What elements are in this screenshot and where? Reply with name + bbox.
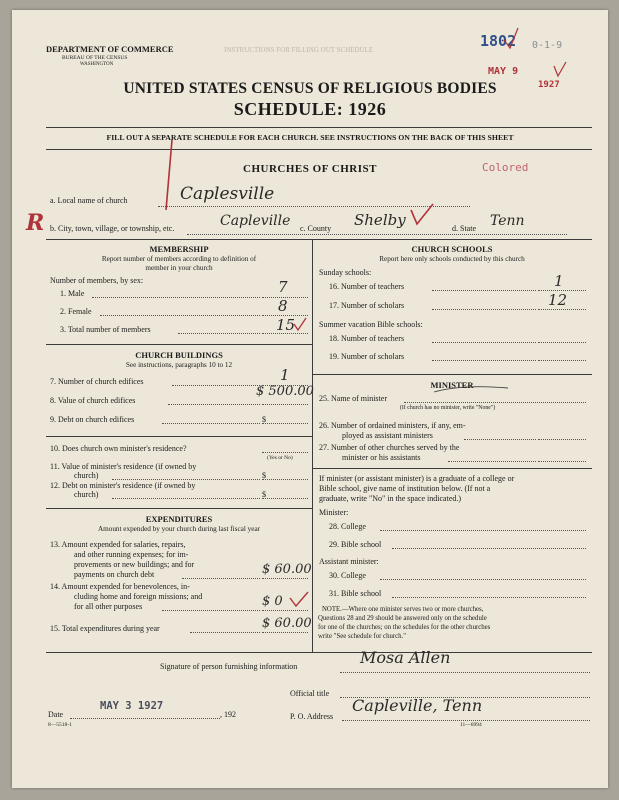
- leader-dots: [172, 385, 260, 386]
- answer-line: [380, 579, 586, 580]
- colored-stamp: Colored: [482, 161, 529, 174]
- one-minister-note: Questions 28 and 29 should be answered only on the schedule: [318, 615, 487, 622]
- red-check-marks: [502, 26, 602, 86]
- running-expenses-label-cont: and other running expenses; for im-: [74, 550, 189, 559]
- answer-line: [538, 309, 586, 310]
- red-check-total: [292, 316, 308, 332]
- date-year-suffix: , 192: [220, 710, 236, 719]
- city-label: b. City, town, village, or township, etc.: [50, 224, 175, 233]
- answer-line: [262, 452, 308, 453]
- schools-heading: CHURCH SCHOOLS: [411, 244, 493, 254]
- total-expenditures-label: 15. Total expenditures during year: [50, 624, 160, 633]
- leader-dots: [168, 404, 260, 405]
- local-name-value: Caplesville: [180, 184, 275, 204]
- date-received-stamp: MAY 3 1927: [100, 700, 164, 712]
- separate-schedule-instruction: FILL OUT A SEPARATE SCHEDULE FOR EACH CHURCH. SEE INSTRUCTIONS ON THE BACK OF THIS SHEET: [106, 133, 514, 142]
- answer-line: [538, 342, 586, 343]
- sunday-scholars-label: 17. Number of scholars: [329, 301, 405, 310]
- running-expenses-label: 13. Amount expended for salaries, repairs,: [50, 540, 186, 549]
- po-address-label: P. O. Address: [290, 712, 334, 721]
- sunday-schools-label: Sunday schools:: [319, 268, 372, 277]
- residence-value-label: 11. Value of minister's residence (if owned by: [50, 462, 197, 471]
- benevolences-label-cont: cluding home and foreign missions; and: [74, 592, 203, 601]
- rule: [46, 436, 312, 437]
- leader-dots: [112, 479, 260, 480]
- rule: [312, 374, 592, 375]
- leader-dots: [112, 498, 260, 499]
- female-label: 2. Female: [60, 307, 92, 316]
- county-value: Shelby: [354, 211, 406, 229]
- state-label: d. State: [452, 224, 476, 233]
- official-title-label: Official title: [290, 689, 330, 698]
- received-date-stamp: MAY 9: [488, 66, 519, 77]
- residence-value-label-cont: church): [74, 471, 99, 480]
- leader-dots: [92, 297, 260, 298]
- minister-pencil-mark: [432, 380, 512, 396]
- sunday-scholars-value: 12: [548, 291, 568, 309]
- leader-dots: [432, 309, 536, 310]
- one-minister-note: NOTE.—Where one minister serves two or more churches,: [322, 606, 484, 613]
- one-minister-note: for one of the churches; on the schedules for the other churches: [318, 624, 491, 631]
- edifices-count-label: 7. Number of church edifices: [50, 377, 144, 386]
- answer-line: [262, 578, 308, 579]
- answer-line: [262, 404, 308, 405]
- residence-owned-label: 10. Does church own minister's residence?: [50, 444, 187, 453]
- benevolences-label-cont: for all other purposes: [74, 602, 143, 611]
- membership-heading: MEMBERSHIP: [149, 244, 209, 254]
- department-heading: DEPARTMENT OF COMMERCE: [46, 44, 174, 54]
- answer-line: [262, 479, 308, 480]
- benevolences-label: 14. Amount expended for benevolences, in-: [50, 582, 190, 591]
- answer-line: [262, 498, 308, 499]
- minister-bible-school-label: 29. Bible school: [329, 540, 382, 549]
- leader-dots: [448, 461, 536, 462]
- answer-line: [380, 530, 586, 531]
- edifices-count-value: 1: [280, 366, 290, 384]
- date-line: [70, 718, 220, 719]
- answer-line: [404, 402, 586, 403]
- leader-dots: [432, 360, 536, 361]
- minister-name-note: (If church has no minister, write "None"): [400, 405, 496, 411]
- total-members-value: 15: [276, 316, 296, 334]
- leader-dots: [190, 632, 260, 633]
- signature-label: Signature of person furnishing information: [160, 662, 298, 671]
- edifices-debt-value: $: [262, 415, 266, 424]
- membership-note: Report number of members according to definition of: [101, 255, 257, 263]
- signature-line: [340, 672, 590, 673]
- rule: [46, 344, 312, 345]
- minister-name-label: 25. Name of minister: [319, 394, 387, 403]
- po-address-value: Capleville, Tenn: [352, 696, 483, 715]
- schools-note: Report here only schools conducted by this church: [379, 255, 525, 263]
- leader-dots: [162, 423, 260, 424]
- leader-dots: [100, 315, 260, 316]
- assistant-sub-label: Assistant minister:: [319, 557, 379, 566]
- leader-dots: [162, 610, 260, 611]
- sunday-teachers-value: 1: [554, 272, 564, 290]
- residence-value-value: $: [262, 471, 266, 480]
- answer-line: [392, 597, 586, 598]
- leader-dots: [182, 578, 260, 579]
- assistant-ministers-label-cont: ployed as assistant ministers: [342, 431, 433, 440]
- bureau-heading: BUREAU OF THE CENSUS: [62, 55, 128, 61]
- answer-line: [538, 461, 586, 462]
- rule: [46, 239, 592, 240]
- answer-line: [262, 423, 308, 424]
- rule: [46, 508, 312, 509]
- answer-line: [262, 610, 308, 611]
- answer-line: [538, 360, 586, 361]
- form-number: 8—5518-1: [48, 722, 72, 728]
- summer-schools-label: Summer vacation Bible schools:: [319, 320, 423, 329]
- benevolences-value: $ 0: [262, 594, 283, 609]
- assistant-ministers-label: 26. Number of ordained ministers, if any, em-: [319, 421, 466, 430]
- expenditures-note: Amount expended by your church during last fiscal year: [97, 525, 261, 533]
- schedule-number-stamp: 1802: [480, 32, 517, 50]
- washington-heading: WASHINGTON: [80, 62, 114, 67]
- members-by-sex-label: Number of members, by sex:: [50, 276, 144, 285]
- red-check-county: [407, 200, 437, 230]
- other-churches-label: 27. Number of other churches served by the: [319, 443, 460, 452]
- residence-debt-value: $: [262, 490, 266, 499]
- minister-heading: MINISTER: [430, 380, 474, 390]
- rule: [46, 652, 592, 653]
- answer-line: [538, 439, 586, 440]
- date-label: Date: [48, 710, 64, 719]
- summer-teachers-label: 18. Number of teachers: [329, 334, 405, 343]
- fill-line: [187, 234, 567, 235]
- rule: [46, 127, 592, 128]
- answer-line: [262, 632, 308, 633]
- residence-debt-label-cont: church): [74, 490, 99, 499]
- city-value: Capleville: [220, 213, 291, 229]
- assistant-college-label: 30. College: [329, 571, 366, 580]
- total-expenditures-value: $ 60.00: [262, 616, 312, 631]
- red-check-benevolences: [288, 590, 310, 610]
- male-value: 7: [278, 278, 288, 296]
- signature-value: Mosa Allen: [360, 648, 451, 667]
- leader-dots: [464, 439, 536, 440]
- residence-debt-label: 12. Debt on minister's residence (if owned by: [50, 481, 196, 490]
- state-value: Tenn: [490, 213, 525, 229]
- buildings-note: See instructions, paragraphs 10 to 12: [125, 361, 233, 369]
- female-value: 8: [278, 297, 288, 315]
- male-label: 1. Male: [60, 289, 85, 298]
- running-expenses-label-cont: provements or new buildings; and for: [74, 560, 195, 569]
- assistant-bible-school-label: 31. Bible school: [329, 589, 382, 598]
- leader-dots: [432, 290, 536, 291]
- code-stamp: 0-1-9: [532, 40, 563, 51]
- county-label: c. County: [300, 224, 332, 233]
- graduate-note: If minister (or assistant minister) is a graduate of a college or: [319, 474, 515, 483]
- edifices-value-value: $ 500.00: [256, 384, 314, 399]
- answer-line: [392, 548, 586, 549]
- graduate-note: Bible school, give name of institution below. (If not a: [319, 484, 491, 493]
- rule: [46, 149, 592, 150]
- graduate-note: graduate, write "No" in the space indicated.): [319, 494, 462, 503]
- census-schedule-form: [12, 10, 608, 788]
- running-expenses-label-cont: payments on church debt: [74, 570, 155, 579]
- received-year-stamp: 1927: [538, 80, 560, 90]
- edifices-debt-label: 9. Debt on church edifices: [50, 415, 135, 424]
- rule: [312, 468, 592, 469]
- yes-no-note: (Yes or No): [267, 455, 293, 461]
- running-expenses-value: $ 60.00: [262, 562, 312, 577]
- leader-dots: [178, 333, 260, 334]
- total-members-label: 3. Total number of members: [60, 325, 151, 334]
- schedule-year: SCHEDULE: 1926: [233, 99, 387, 119]
- print-number: 11—6994: [460, 722, 482, 728]
- denomination-heading: CHURCHES OF CHRIST: [243, 163, 377, 175]
- column-divider: [312, 239, 313, 653]
- red-margin-mark: R: [26, 210, 45, 236]
- edifices-value-label: 8. Value of church edifices: [50, 396, 136, 405]
- sunday-teachers-label: 16. Number of teachers: [329, 282, 405, 291]
- local-name-label: a. Local name of church: [50, 196, 128, 205]
- one-minister-note: write "See schedule for church.": [318, 633, 407, 640]
- bleed-through-text: INSTRUCTIONS FOR FILLING OUT SCHEDULE: [224, 46, 374, 54]
- po-address-line: [342, 720, 590, 721]
- minister-college-label: 28. College: [329, 522, 366, 531]
- other-churches-label-cont: minister or his assistants: [342, 453, 421, 462]
- summer-scholars-label: 19. Number of scholars: [329, 352, 405, 361]
- leader-dots: [432, 342, 536, 343]
- minister-sub-label: Minister:: [319, 508, 349, 517]
- expenditures-heading: EXPENDITURES: [145, 514, 213, 524]
- membership-note: member in your church: [145, 264, 213, 272]
- buildings-heading: CHURCH BUILDINGS: [135, 350, 223, 360]
- form-title: UNITED STATES CENSUS OF RELIGIOUS BODIES: [123, 80, 497, 97]
